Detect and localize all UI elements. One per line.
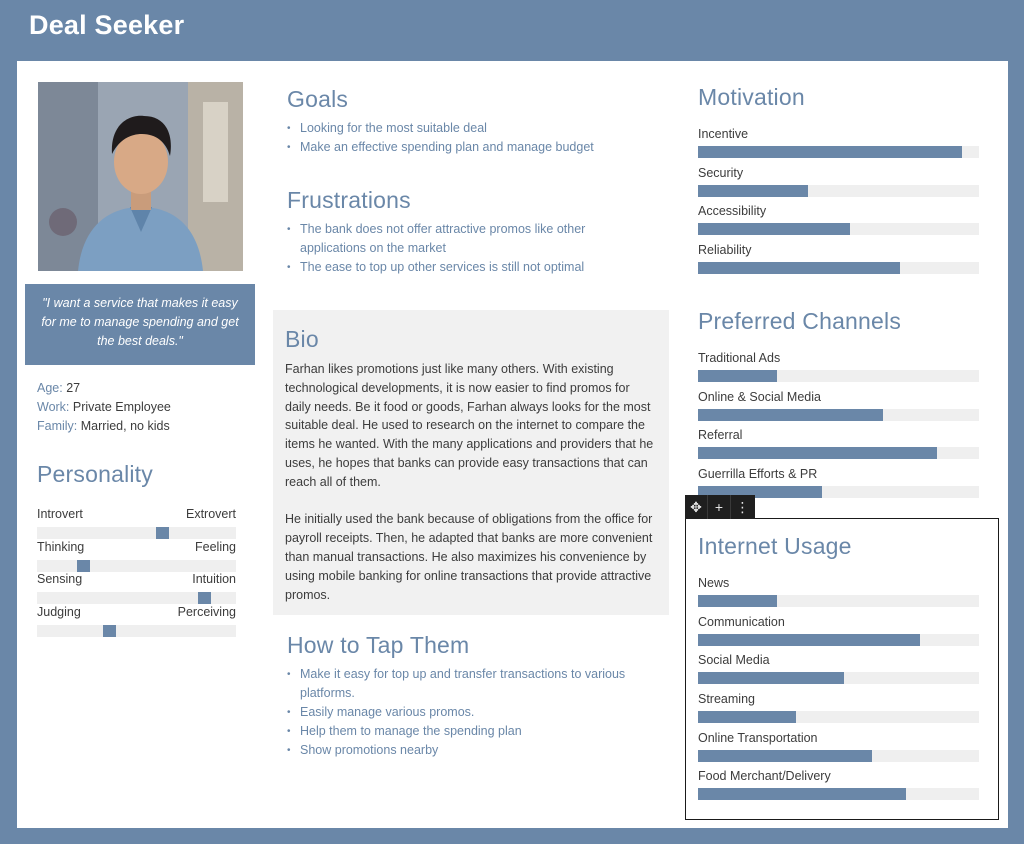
internet-section [698, 533, 980, 807]
internet-bar-fill [698, 788, 906, 800]
motivation-bar-track [698, 262, 979, 274]
channels-bar-track [698, 447, 979, 459]
internet-bar-label: Communication [698, 614, 785, 629]
persona-card [17, 61, 1008, 828]
channels-bar-item [698, 350, 980, 389]
personality-trait [37, 506, 236, 539]
motivation-bar-item [698, 165, 980, 204]
plus-icon[interactable]: + [708, 495, 731, 519]
info-age [37, 379, 171, 398]
info-age-value: 27 [66, 381, 81, 395]
motivation-bar-fill [698, 185, 808, 197]
personality-trait [37, 539, 236, 572]
channels-bar-track [698, 409, 979, 421]
internet-bar-fill [698, 750, 872, 762]
trait-right-label: Feeling [195, 539, 236, 554]
motivation-bar-label: Security [698, 165, 744, 180]
tap-item: • Make it easy for top up and transfer transactions to various platforms. [287, 665, 667, 703]
goals-section [287, 86, 667, 157]
more-vertical-icon[interactable]: ⋮ [735, 498, 750, 515]
internet-bar-track [698, 634, 979, 646]
bio-paragraph: He initially used the bank because of obligations from the office for payroll receipts. Then, he adapted that banks are more convenient than manual transactions. He also maximizes his convenience by using mobile banking for online transactions that provide attractive promos. [285, 512, 653, 602]
internet-bar-item [698, 614, 980, 653]
tap-item: • Easily manage various promos. [287, 703, 667, 722]
persona-quote: "I want a service that makes it easy for me to manage spending and get the best deals." [25, 284, 255, 365]
motivation-bar-track [698, 146, 979, 158]
motivation-section [698, 84, 980, 281]
channels-bar-label: Referral [698, 428, 743, 443]
channels-bar-item [698, 427, 980, 466]
channels-bar-item [698, 389, 980, 428]
persona-photo [38, 82, 243, 271]
internet-bar-fill [698, 711, 796, 723]
trait-left-label: Thinking [37, 539, 85, 554]
personality-section [37, 461, 236, 636]
internet-bar-item [698, 575, 980, 614]
channels-section [698, 308, 980, 505]
internet-bar-track [698, 672, 979, 684]
internet-bar-fill [698, 595, 777, 607]
trait-right-label: Intuition [192, 572, 236, 586]
trait-marker [156, 527, 169, 539]
motivation-bar-fill [698, 146, 962, 158]
internet-bar-item [698, 652, 980, 691]
trait-marker [103, 625, 116, 637]
channels-bar-fill [698, 409, 883, 421]
persona-info [37, 379, 171, 436]
frustration-item: • The ease to top up other services is still not optimal [287, 258, 667, 277]
motivation-bar-label: Reliability [698, 243, 752, 258]
motivation-bar-fill [698, 262, 900, 274]
trait-labels [37, 571, 236, 588]
tap-item: • Show promotions nearby [287, 741, 667, 760]
internet-heading: Internet Usage [698, 533, 852, 559]
trait-right-label: Extrovert [185, 507, 236, 521]
move-icon[interactable]: ✥ [685, 495, 708, 519]
internet-bar-track [698, 595, 979, 607]
personality-trait [37, 604, 236, 637]
frustrations-heading: Frustrations [287, 187, 411, 213]
trait-labels [37, 539, 236, 556]
info-work [37, 398, 171, 417]
channels-bar-label: Guerrilla Efforts & PR [698, 467, 818, 482]
internet-bar-label: Food Merchant/Delivery [698, 769, 831, 784]
motivation-bar-fill [698, 223, 850, 235]
motivation-bar-track [698, 185, 979, 197]
block-toolbar [685, 495, 755, 519]
internet-bar-label: Online Transportation [698, 730, 818, 745]
trait-labels [37, 604, 236, 621]
internet-bar-track [698, 788, 979, 800]
motivation-bar-label: Accessibility [698, 204, 767, 219]
internet-bar-item [698, 691, 980, 730]
motivation-bar-label: Incentive [698, 127, 749, 141]
trait-marker [198, 592, 211, 604]
motivation-heading: Motivation [698, 84, 805, 110]
frustrations-section [287, 187, 667, 277]
internet-bar-label: Social Media [698, 653, 770, 668]
trait-marker [77, 560, 90, 572]
motivation-bar-track [698, 223, 979, 235]
trait-right-label: Perceiving [177, 604, 236, 619]
bio-heading: Bio [285, 326, 319, 352]
trait-track [37, 527, 236, 539]
channels-bar-fill [698, 447, 937, 459]
tap-item: • Help them to manage the spending plan [287, 722, 667, 741]
goals-heading: Goals [287, 86, 349, 112]
tap-heading: How to Tap Them [287, 632, 470, 658]
trait-left-label: Introvert [37, 507, 83, 521]
goal-item: • Make an effective spending plan and manage budget [287, 138, 667, 157]
goal-item: • Looking for the most suitable deal [287, 119, 667, 138]
channels-heading: Preferred Channels [698, 308, 902, 334]
page-title: Deal Seeker [29, 10, 185, 40]
channels-bar-label: Online & Social Media [698, 389, 821, 404]
internet-bar-fill [698, 672, 844, 684]
bio-paragraph: Farhan likes promotions just like many others. With existing technological developments, it is now easier to find promos for daily needs. Be it food or goods, Farhan always looks for the most suitable deal. He used to research on the internet to compare the items he wanted. With the many applications and providers that he uses, he hopes that banks can provide easy transactions that can reach all of them. [285, 362, 654, 489]
internet-bar-label: News [698, 576, 730, 590]
internet-bar-item [698, 768, 980, 807]
info-family-key: Family: [37, 419, 78, 433]
internet-bar-track [698, 711, 979, 723]
motivation-bar-item [698, 242, 980, 281]
internet-bar-fill [698, 634, 920, 646]
info-family [37, 417, 171, 436]
trait-track [37, 560, 236, 572]
tap-section [287, 632, 667, 760]
bio-section [273, 310, 669, 615]
personality-trait [37, 571, 236, 604]
channels-bar-label: Traditional Ads [698, 351, 781, 365]
internet-bar-track [698, 750, 979, 762]
channels-bar-track [698, 370, 979, 382]
motivation-bar-item [698, 126, 980, 165]
internet-bar-label: Streaming [698, 692, 755, 707]
info-work-key: Work: [37, 400, 70, 414]
trait-track [37, 625, 236, 637]
trait-labels [37, 506, 236, 523]
info-family-value: Married, no kids [80, 419, 170, 433]
info-work-value: Private Employee [72, 400, 171, 414]
personality-heading: Personality [37, 461, 153, 487]
info-age-key: Age: [37, 381, 63, 395]
trait-left-label: Judging [37, 604, 81, 619]
motivation-bar-item [698, 203, 980, 242]
channels-bar-fill [698, 370, 777, 382]
frustration-item: • The bank does not offer attractive promos like other applications on the market [287, 220, 667, 258]
internet-bar-item [698, 730, 980, 769]
trait-left-label: Sensing [37, 572, 83, 586]
trait-track [37, 592, 236, 604]
